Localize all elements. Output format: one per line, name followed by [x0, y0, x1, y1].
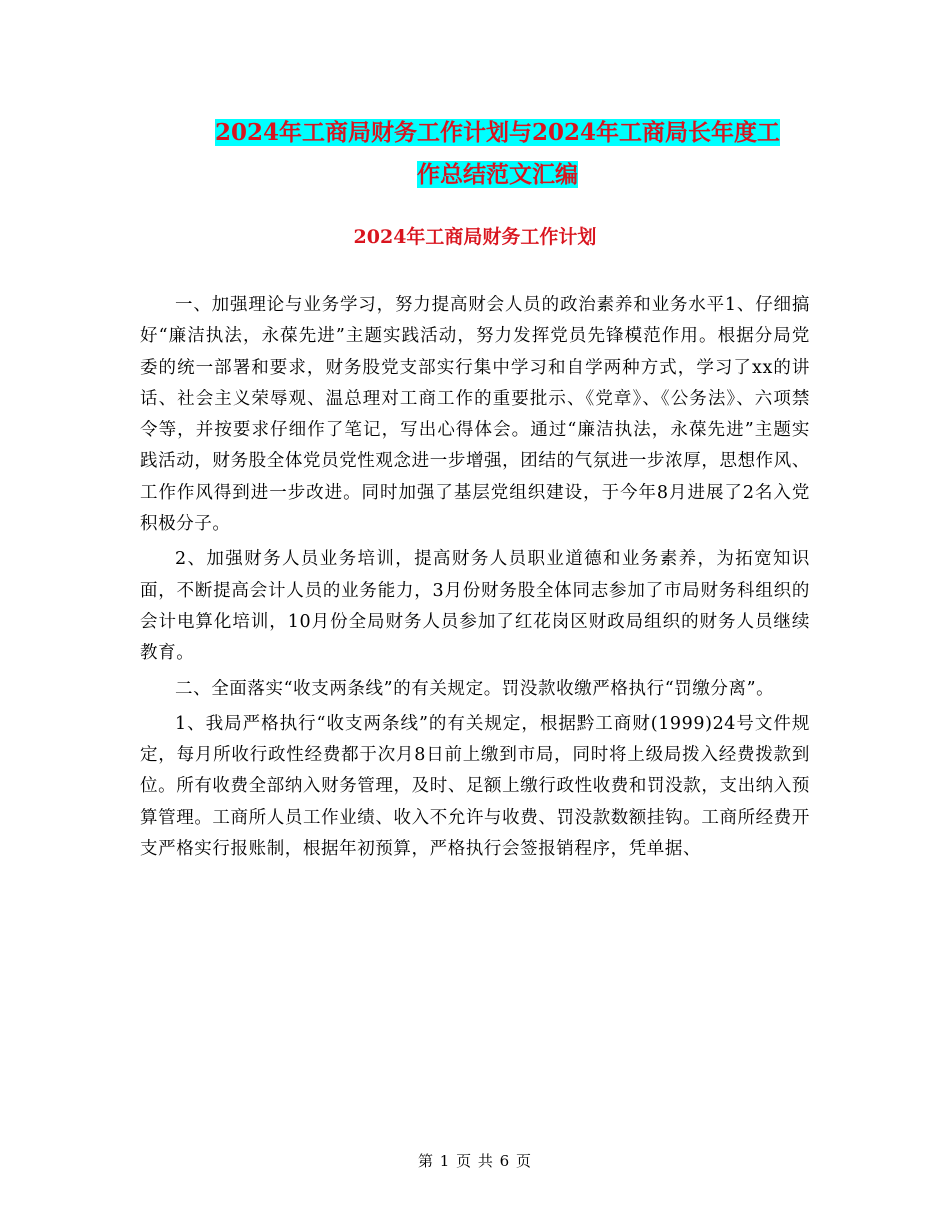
document-body — [140, 290, 810, 869]
section-title: 2024年工商局财务工作计划 — [353, 226, 597, 248]
document-title-line-1: 2024年工商局财务工作计划与2024年工商局长年度工 — [214, 119, 781, 146]
paragraph-1: 一、加强理论与业务学习，努力提高财会人员的政治素养和业务水平1、仔细搞好“廉洁执法，永葆先进”主题实践活动，努力发挥党员先锋模范作用。根据分局党委的统一部署和要求，财务股党支部实行集中学习和自学两种方式，学习了xx的讲话、社会主义荣辱观、温总理对工商工作的重要批示、《党章》、《公务法》、六项禁令等，并按要求仔细作了笔记，写出心得体会。通过“廉洁执法，永葆先进”主题实践活动，财务股全体党员党性观念进一步增强，团结的气氛进一步浓厚，思想作风、工作作风得到进一步改进。同时加强了基层党组织建设，于今年8月进展了2名入党积极分子。 — [140, 295, 810, 535]
document-title — [140, 112, 855, 196]
page-footer: 第 1 页 共 6 页 — [418, 1152, 532, 1170]
paragraph-3: 二、全面落实“收支两条线”的有关规定。罚没款收缴严格执行“罚缴分离”。 — [175, 678, 775, 699]
document-title-line-2: 作总结范文汇编 — [417, 161, 578, 188]
paragraph-2: 2、加强财务人员业务培训，提高财务人员职业道德和业务素养，为拓宽知识面，不断提高会计人员的业务能力，3月份财务股全体同志参加了市局财务科组织的会计电算化培训，10月份全局财务人员参加了红花岗区财政局组织的财务人员继续教育。 — [140, 549, 810, 664]
paragraph-4: 1、我局严格执行“收支两条线”的有关规定，根据黔工商财(1999)24号文件规定，每月所收行政性经费都于次月8日前上缴到市局，同时将上级局拨入经费拨款到位。所有收费全部纳入财务管理，及时、足额上缴行政性收费和罚没款，支出纳入预算管理。工商所人员工作业绩、收入不允许与收费、罚没款数额挂钩。工商所经费开支严格实行报账制，根据年初预算，严格执行会签报销程序，凭单据、 — [140, 713, 810, 860]
